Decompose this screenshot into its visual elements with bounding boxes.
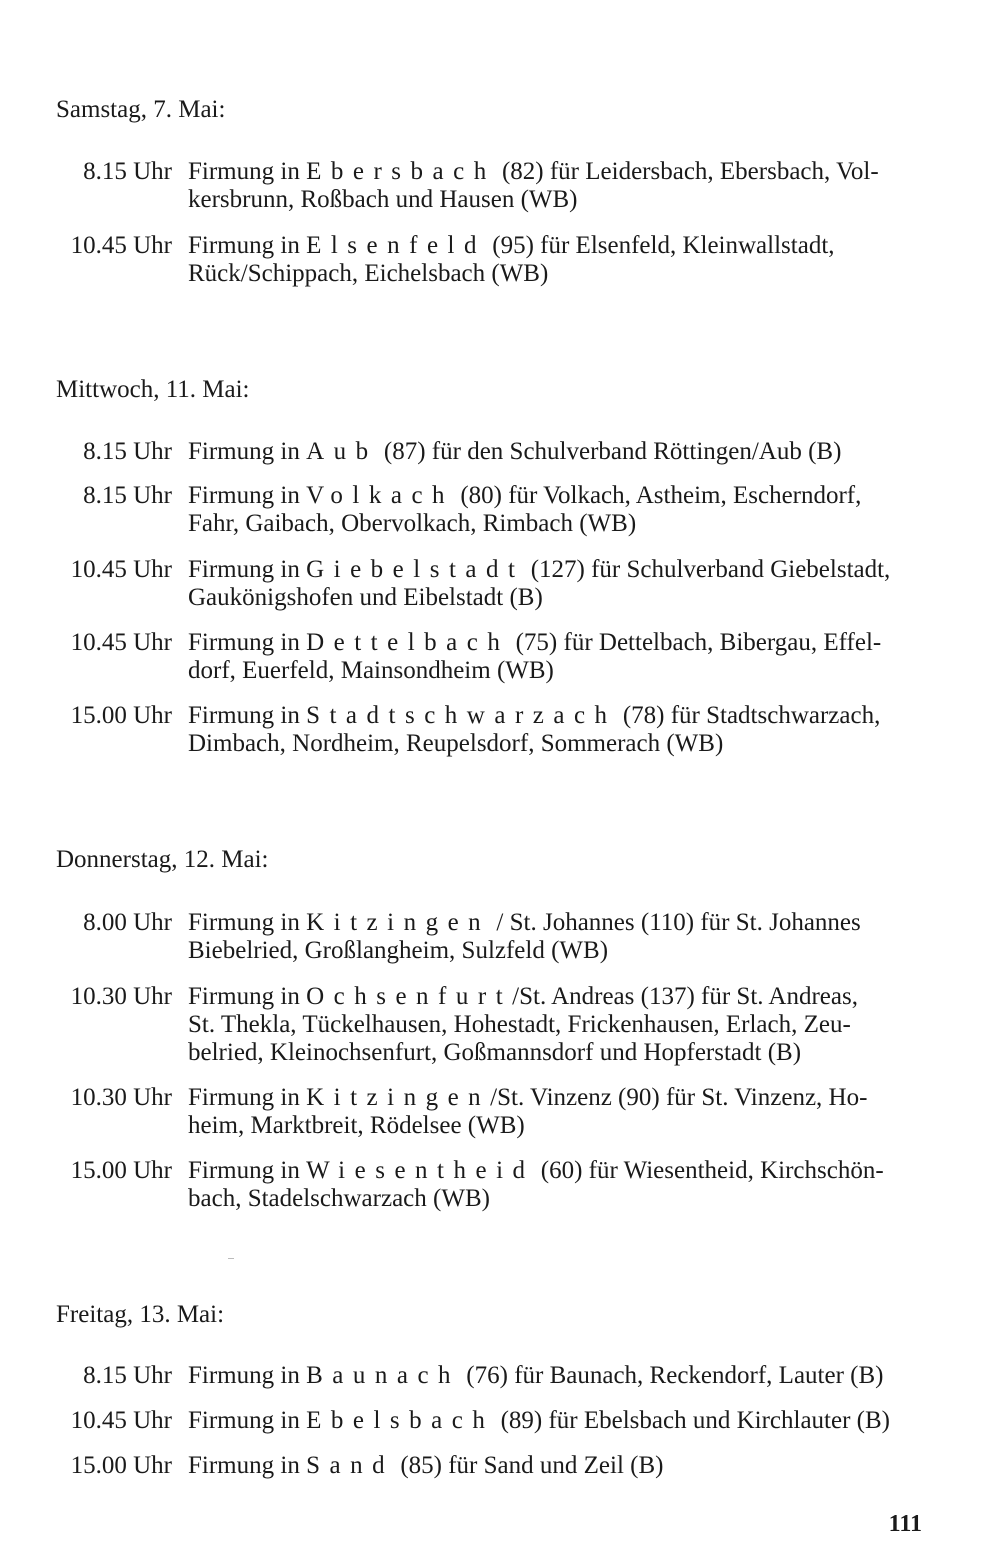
entry-place: Ebelsbach [306, 1407, 495, 1434]
entry-place: Ebersbach [306, 158, 496, 185]
entry-time: 15.00 Uhr [70, 1157, 172, 1184]
entry-time: 8.15 Uhr [83, 482, 172, 509]
day-heading-donnerstag [56, 846, 936, 874]
entry-place: Kitzingen [306, 909, 491, 936]
entry-place: Wiesentheid [306, 1157, 535, 1184]
entry-time: 8.15 Uhr [83, 1362, 172, 1389]
schedule-entry [48, 1362, 928, 1390]
schedule-entry [48, 438, 928, 466]
schedule-entry [48, 1452, 928, 1480]
entry-text: Firmung in Ebelsbach (89) für Ebelsbach und Kirchlauter (B) [188, 1407, 891, 1434]
entry-place: Sand [306, 1452, 395, 1479]
entry-place: Stadtschwarzach [306, 702, 617, 729]
day-heading: Donnerstag, 12. Mai: [56, 846, 269, 873]
entry-time: 8.00 Uhr [83, 909, 172, 936]
entry-text: Firmung in Kitzingen/St. Vinzenz (90) für St. Vinzenz, Ho- heim, Marktbreit, Rödelsee (WB) [188, 1084, 868, 1139]
entry-text: Firmung in Baunach (76) für Baunach, Reckendorf, Lauter (B) [188, 1362, 884, 1389]
entry-place: Baunach [306, 1362, 461, 1389]
entry-text: Firmung in Dettelbach (75) für Dettelbach, Bibergau, Effel- dorf, Euerfeld, Mainsondheim (WB) [188, 629, 882, 684]
entry-text: Firmung in Kitzingen / St. Johannes (110) für St. Johannes Biebelried, Großlangheim, Sulzfeld (WB) [188, 909, 861, 964]
entry-time: 8.15 Uhr [83, 438, 172, 465]
day-heading-mittwoch [56, 376, 936, 404]
entry-time: 10.45 Uhr [70, 629, 172, 656]
day-heading-freitag [56, 1301, 936, 1329]
day-heading-samstag [56, 96, 936, 124]
entry-text: Firmung in Ebersbach (82) für Leidersbach, Ebersbach, Vol- kersbrunn, Roßbach und Hausen (WB) [188, 158, 879, 213]
day-heading: Freitag, 13. Mai: [56, 1301, 225, 1328]
schedule-entry [48, 482, 928, 538]
entry-place: Dettelbach [306, 629, 510, 656]
entry-text: Firmung in Wiesentheid (60) für Wiesentheid, Kirchschön- bach, Stadelschwarzach (WB) [188, 1157, 884, 1212]
entry-time: 10.45 Uhr [70, 232, 172, 259]
schedule-entry [48, 158, 928, 214]
entry-time: 10.30 Uhr [70, 1084, 172, 1111]
entry-text: Firmung in Stadtschwarzach (78) für Stadtschwarzach, Dimbach, Nordheim, Reupelsdorf, Sommerach (WB) [188, 702, 881, 757]
entry-place: Volkach [306, 482, 455, 509]
entry-text: Firmung in Aub (87) für den Schulverband Röttingen/Aub (B) [188, 438, 842, 465]
entry-place: Kitzingen [306, 1084, 491, 1111]
entry-text: Firmung in Volkach (80) für Volkach, Astheim, Escherndorf, Fahr, Gaibach, Obervolkach, Rimbach (WB) [188, 482, 862, 537]
schedule-entry [48, 1157, 928, 1213]
entry-time: 10.30 Uhr [70, 983, 172, 1010]
entry-text: Firmung in Ochsenfurt/St. Andreas (137) für St. Andreas, St. Thekla, Tückelhausen, Hohestadt, Frickenhausen, Erlach, Zeu- belried, Kleinochsenfurt, Goßmannsdorf und Hopferstadt (B) [188, 983, 858, 1066]
entry-place: Ochsenfurt [306, 983, 513, 1010]
schedule-entry [48, 232, 928, 288]
schedule-entry [48, 629, 928, 685]
entry-time: 10.45 Uhr [70, 1407, 172, 1434]
entry-place: Giebelstadt [306, 556, 525, 583]
schedule-entry [48, 702, 928, 758]
entry-text: Firmung in Giebelstadt (127) für Schulverband Giebelstadt, Gaukönigshofen und Eibelstadt (B) [188, 556, 891, 611]
scan-artifact [228, 1258, 234, 1259]
schedule-entry [48, 909, 928, 965]
entry-time: 10.45 Uhr [70, 556, 172, 583]
schedule-entry [48, 556, 928, 612]
schedule-entry [48, 1407, 928, 1435]
day-heading: Mittwoch, 11. Mai: [56, 376, 250, 403]
day-heading: Samstag, 7. Mai: [56, 96, 226, 123]
entry-text: Firmung in Sand (85) für Sand und Zeil (B) [188, 1452, 664, 1479]
entry-time: 8.15 Uhr [83, 158, 172, 185]
entry-text: Firmung in Elsenfeld (95) für Elsenfeld, Kleinwallstadt, Rück/Schippach, Eichelsbach (WB) [188, 232, 835, 287]
entry-time: 15.00 Uhr [70, 1452, 172, 1479]
entry-place: Elsenfeld [306, 232, 486, 259]
schedule-entry [48, 983, 928, 1067]
schedule-entry [48, 1084, 928, 1140]
page-number: 111 [888, 1511, 922, 1537]
entry-place: Aub [306, 438, 378, 465]
entry-time: 15.00 Uhr [70, 702, 172, 729]
